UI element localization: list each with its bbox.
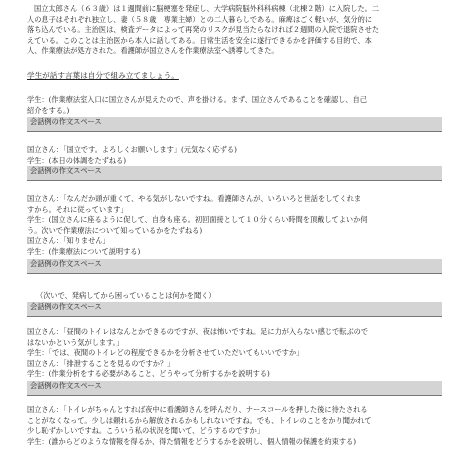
divider [27, 395, 442, 396]
intro-line: 人、作業療法が処方された。看護師が国立さんを作業療法室へ誘導してきた。 [27, 46, 279, 56]
dialogue-line: 国立さん：「国立です。よろしくお願いします」(元気なく応ずる) [27, 145, 237, 154]
intro-line: えている。このことは主治医から本人に話してある。日常生活を安全に遂行できるかを評価する目的で、本 [27, 35, 372, 45]
dialogue-line: 学生：(作業療法について説明する) [27, 246, 141, 256]
dialogue-line: 国立さん：「排泄することを見るのですか？」 [27, 358, 175, 368]
answer-space-4[interactable] [27, 302, 442, 316]
dialogue-line: 学生：(誰からどのような情報を得るか、得た情報をどうするかを説明し、個人情報の保護を約束する) [27, 436, 357, 446]
dialogue-line: 学生：(本日の体調をたずねる) [27, 155, 127, 165]
dialogue-line: 国立さん：「トイレがちゃんとすれば夜中に看護師さんを呼んだり、ナースコールを押した後に待たされる [27, 405, 368, 414]
dialogue-line: 学生：(作業療法室入口に国立さんが見えたので、声を掛ける。まず、国立さんであることを確認し、自己 [27, 95, 367, 104]
dialogue-line: 国立さん：「昼間のトイレはなんとかできるのですが、夜は怖いですね。足に力が入らない感じで転ぶので [27, 327, 369, 336]
dialogue-block-1 [27, 95, 437, 116]
dialogue-line: （次いで、発病してから困っていることは何かを聞く） [36, 291, 216, 300]
dialogue-line: 学生：「では、夜間のトイレどの程度できるかを分析させていただいてもいいですか」 [27, 348, 304, 358]
dialogue-block-4 [36, 291, 446, 302]
answer-space-5[interactable] [27, 381, 442, 395]
dialogue-line: 学生：(国立さんに座るように促して、自身も座る。初回面接として１０分くらい時間を頂戴してよいか伺 [27, 215, 368, 225]
answer-space-label: 会話例の作文スペース [30, 259, 102, 268]
answer-space-label: 会話例の作文スペース [30, 381, 102, 390]
dialogue-block-3 [27, 194, 437, 258]
dialogue-line: すから。それに従っています」 [27, 204, 128, 214]
intro-line: 国立太郎さん（６３歳）は１週間前に脳梗塞を発症し、大学病院脳外科科病棟（北棟２階）に入院した。二 [34, 4, 380, 13]
answer-space-1[interactable] [27, 117, 442, 131]
dialogue-line: はないかという気がします。」 [27, 337, 124, 347]
answer-space-label: 会話例の作文スペース [30, 166, 102, 175]
intro-line: 人の息子はそれぞれ独立し、妻（５８歳 専業主婦）との二人暮らしである。麻痺はごく軽いが、気分的に [27, 14, 373, 24]
dialogue-line: 少し恥ずかしいですね。こういう私の状況を聞いて、どうするのですか」 [27, 426, 265, 436]
answer-space-3[interactable] [27, 259, 442, 273]
dialogue-line: ことがなくなって。少しは頼れるから解放されるかもしれないですね。でも、トイレのことをかり聞かれて [27, 415, 372, 425]
instruction-heading: 学生が話す言葉は自分で組み立てましょう。 [27, 71, 179, 80]
answer-space-2[interactable] [27, 166, 442, 180]
dialogue-block-5 [27, 327, 437, 380]
dialogue-line: う。次いで作業療法について知っているかをたずねる) [27, 225, 203, 235]
answer-space-label: 会話例の作文スペース [30, 302, 102, 311]
intro-paragraph [27, 4, 437, 57]
dialogue-block-6 [27, 405, 437, 447]
dialogue-line: 紹介をする。) [27, 105, 70, 115]
divider [27, 273, 442, 274]
intro-line: 落ち込んでいる。主治医は、検査データによって再発のリスクが見当たらなければ２週間の入院で退院させた [27, 25, 380, 35]
dialogue-line: 学生：(作業分析をする必要があること、どうやって分析するかを説明する) [27, 369, 270, 379]
answer-space-label: 会話例の作文スペース [30, 117, 102, 126]
dialogue-line: 国立さん：「知りません」 [27, 236, 110, 246]
divider [27, 131, 442, 132]
dialogue-block-2 [27, 145, 437, 166]
divider [27, 180, 442, 181]
divider [27, 316, 442, 317]
dialogue-line: 国立さん：「なんだか頭が重くて、やる気がしないですね。看護師さんが、いろいろと世話をしてくれま [27, 194, 362, 203]
